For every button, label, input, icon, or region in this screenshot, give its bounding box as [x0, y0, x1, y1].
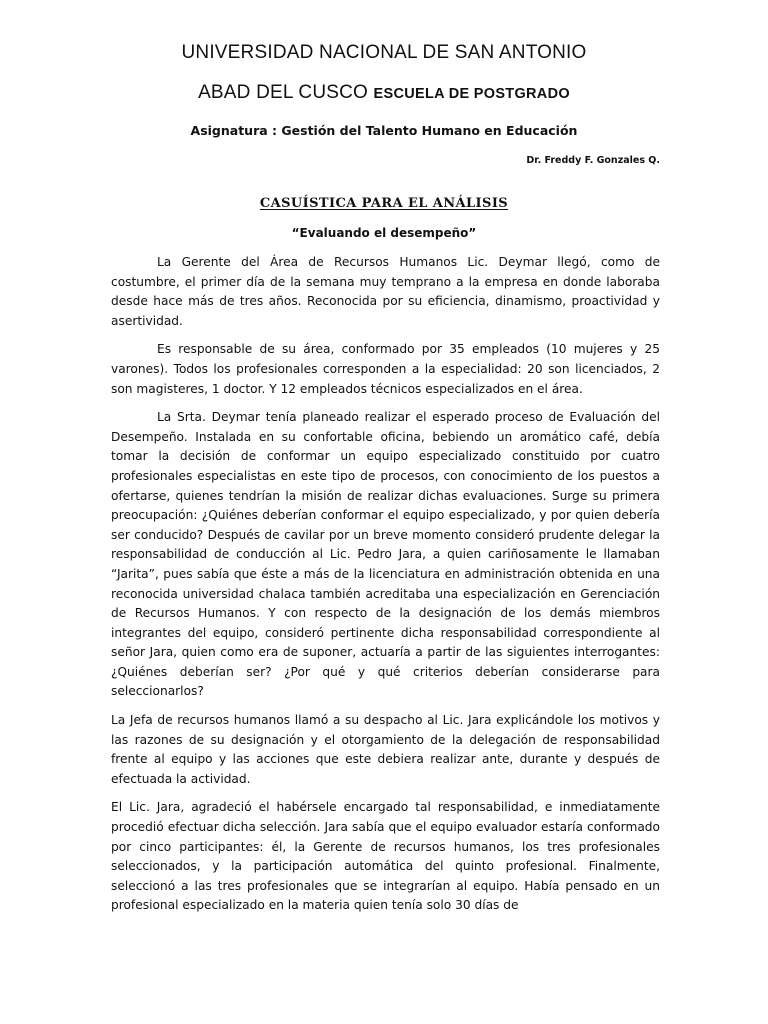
section-title-text: CASUÍSTICA PARA EL ANÁLISIS	[259, 196, 509, 211]
paragraph-4: La Jefa de recursos humanos llamó a su despacho al Lic. Jara explicándole los motivos y las razones de su designación y el otorgamiento de la delegación de responsabilidad frente al equipo y las acciones que este debiera realizar ante, durante y después de efectuada la actividad.	[111, 713, 660, 786]
paragraph-2: Es responsable de su área, conformado por 35 empleados (10 mujeres y 25 varones). Todos los profesionales corresponden a la especialidad: 20 son licenciados, 2 son magisteres, 1 doctor. Y 12 empleados técnicos especializados en el área.	[111, 342, 660, 396]
university-name-line-2-main: ABAD DEL CUSCO	[198, 82, 369, 103]
paragraph-3: La Srta. Deymar tenía planeado realizar el esperado proceso de Evaluación del Desempeño. Instalada en su confortable oficina, bebiendo un aromático café, debía tomar la decisión de conformar un equipo especializado constituido por cuatro profesionales especialistas en este tipo de procesos, con conocimiento de los puestos a ofertarse, quienes tendrían la misión de realizar dichas evaluaciones. Surge su primera preocupación: ¿Quiénes deberían conformar el equipo especializado, y por quien debería ser conducido? Después de cavilar por un breve momento consideró prudente delegar la responsabilidad de conducción al Lic. Pedro Jara, a quien cariñosamente le llamaban “Jarita”, pues sabía que éste a más de la licenciatura en administración obtenida en una reconocida universidad chalaca también acreditaba una especialización en Gerenciación de Recursos Humanos. Y con respecto de la designación de los demás miembros integrantes del equipo, consideró pertinente dicha responsabilidad correspondiente al señor Jara, quien como era de suponer, actuaría a partir de las siguientes interrogantes: ¿Quiénes deberían ser? ¿Por qué y qué criterios deberían considerarse para seleccionarlos?	[111, 410, 660, 699]
school-name: ESCUELA DE POSTGRADO	[373, 86, 570, 102]
university-name-line-1: UNIVERSIDAD NACIONAL DE SAN ANTONIO	[181, 42, 587, 63]
section-title	[0, 196, 768, 211]
author-name: Dr. Freddy F. Gonzales Q.	[526, 155, 660, 166]
paragraph-5: El Lic. Jara, agradeció el habérsele encargado tal responsabilidad, e inmediatamente procedió efectuar dicha selección. Jara sabía que el equipo evaluador estaría conformado por cinco participantes: él, la Gerente de recursos humanos, los tres profesionales seleccionados, y la participación automática del quinto profesional. Finalmente, seleccionó a las tres profesionales que se integrarían al equipo. Había pensado en un profesional especializado en la materia quien tenía solo 30 días de	[111, 800, 660, 913]
subject-heading: Asignatura : Gestión del Talento Humano en Educación	[190, 123, 578, 138]
university-name-line-2	[0, 82, 768, 104]
paragraph-1: La Gerente del Área de Recursos Humanos Lic. Deymar llegó, como de costumbre, el primer día de la semana muy temprano a la empresa en donde laboraba desde hace más de tres años. Reconocida por su eficiencia, dinamismo, proactividad y asertividad.	[111, 255, 660, 328]
case-title: “Evaluando el desempeño”	[291, 226, 477, 240]
document-body	[111, 253, 660, 925]
